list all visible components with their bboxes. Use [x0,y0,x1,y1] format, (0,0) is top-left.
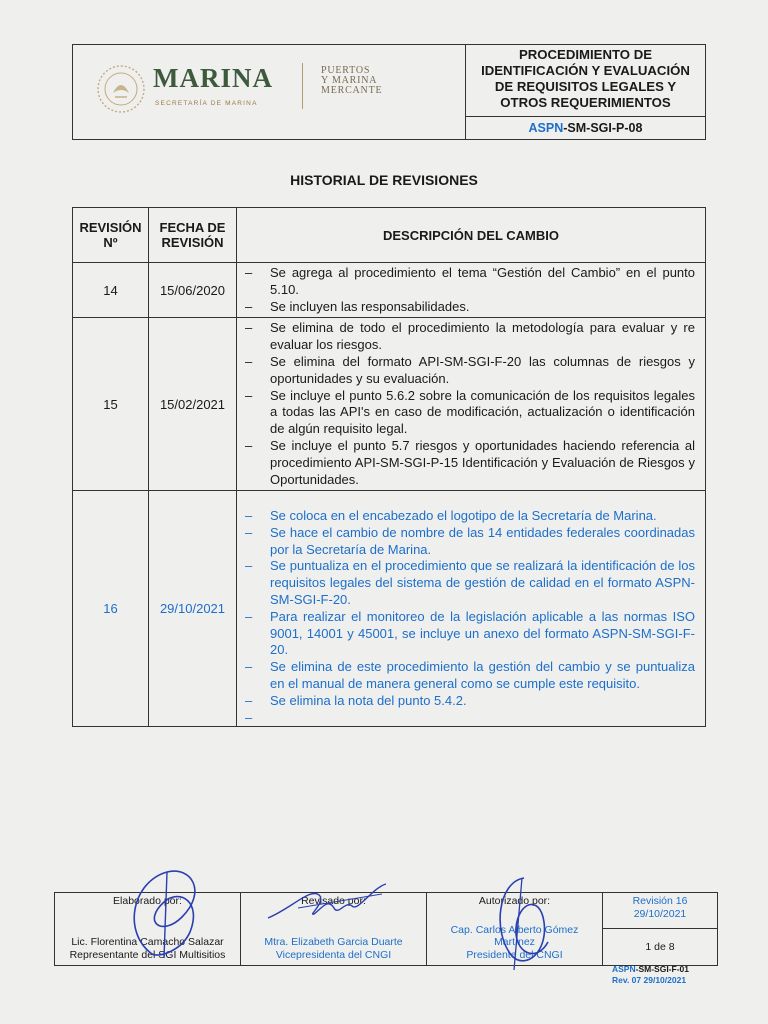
mexico-seal-icon [95,63,147,115]
revision-date: 29/10/2021 [149,491,237,727]
list-item: – Se hace el cambio de nombre de las 14 entidades federales coordinadas por la Secretaría de Marina. [245,524,695,557]
list-item: – Se incluye el punto 5.6.2 sobre la comunicación de los requisitos legales a todas las API's en caso de modificación, actualización o identificación de algún requisito legal. [245,387,695,437]
table-row [73,318,706,491]
logo-block [73,45,466,139]
brand-subtitle: SECRETARÍA DE MARINA [155,100,258,107]
autorizado-cell [427,893,603,966]
signature-table [54,892,718,966]
revision-number: 16 [73,491,149,727]
table-row [73,263,706,318]
list-item: – Se puntualiza en el procedimiento que se realizará la identificación de los requisitos legales del sistema de gestión de calidad en el formato ASPN-SM-SGI-F-20. [245,558,695,608]
change-description [237,318,706,491]
puertos-logo-text: PUERTOS Y MARINA MERCANTE [321,65,383,96]
revision-number: 14 [73,263,149,318]
title-block [466,45,705,139]
logo-divider [302,63,303,109]
autorizado-label: Autorizado por: [478,895,551,907]
form-code: ASPN-SM-SGI-F-01 Rev. 07 29/10/2021 [612,964,689,985]
elaborado-cell [55,893,241,966]
page-number: 1 de 8 [603,929,718,966]
revision-number: 15 [73,318,149,491]
header-revision: REVISIÓN Nº [73,208,149,263]
header-fecha: FECHA DE REVISIÓN [149,208,237,263]
list-item: – Se elimina de todo el procedimiento la metodología para evaluar y re evaluar los riesgos. [245,320,695,353]
list-item: – Se coloca en el encabezado el logotipo de la Secretaría de Marina. [245,508,657,524]
table-header-row [73,208,706,263]
revisions-table [72,207,706,727]
document-title: PROCEDIMIENTO DE IDENTIFICACIÓN Y EVALUACIÓN DE REQUISITOS LEGALES Y OTROS REQUERIMIENTOS [466,45,705,117]
change-description [237,263,706,318]
brand-name: MARINA [153,63,273,93]
list-item: – Se agrega al procedimiento el tema “Gestión del Cambio” en el punto 5.10. [245,265,695,297]
elaborado-name: Lic. Florentina Camacho Salazar Representante del SGI Multisitios [69,936,226,961]
list-item: – Se elimina la nota del punto 5.4.2. [245,692,467,708]
section-title: HISTORIAL DE REVISIONES [290,172,478,188]
elaborado-label: Elaborado por: [113,895,182,907]
revisado-name: Mtra. Elizabeth Garcia Duarte Vicepresidenta del CNGI [264,936,403,961]
document-code: ASPN-SM-SGI-P-08 [528,121,643,135]
revision-date: 15/02/2021 [149,318,237,491]
revision-date: 15/06/2020 [149,263,237,318]
list-item: – Se elimina del formato API-SM-SGI-F-20 las columnas de riesgos y oportunidades y su evaluación. [245,353,695,386]
list-item: – Se incluyen las responsabilidades. [245,298,470,314]
document-header [72,44,706,140]
autorizado-name: Cap. Carlos Alberto Gómez Martínez Presidente del CNGI [450,923,579,961]
list-item: – Se elimina de este procedimiento la gestión del cambio y se puntualiza en el manual de manera general como se cumple este requisito. [245,659,695,692]
revision-cell: Revisión 16 29/10/2021 [603,893,718,929]
revisado-cell [241,893,427,966]
change-description: – Se coloca en el encabezado el logotipo de la Secretaría de Marina. – Se hace el cambio de nombre de las 14 entidades federales coordinadas por la Secretaría de Marina. – Se puntualiza en el procedimiento que se realizará la identificación de los requisitos legales del sistema de gestión de calidad en el formato ASPN-SM-SGI-F-20. – Para realizar el monitoreo de la legislación aplicable a las normas ISO 9001, 14001 y 45001, se incluye un anexo del formato ASPN-SM-SGI-F-20. – Se elimina de este procedimiento la gestión del cambio y se puntualiza en el manual de manera general como se cumple este requisito. – Se elimina la nota del punto 5.4.2. – [237,491,706,727]
list-item: – Para realizar el monitoreo de la legislación aplicable a las normas ISO 9001, 14001 y 45001, se incluye un anexo del formato ASPN-SM-SGI-F-20. [245,608,695,658]
list-item: – Se incluye el punto 5.7 riesgos y oportunidades haciendo referencia al procedimiento API-SM-SGI-P-15 Identificación y Evaluación de Riesgos y Oportunidades. [245,437,695,487]
revisado-label: Revisado por: [301,895,366,907]
table-row [73,491,706,727]
header-descripcion: DESCRIPCIÓN DEL CAMBIO [237,208,706,263]
